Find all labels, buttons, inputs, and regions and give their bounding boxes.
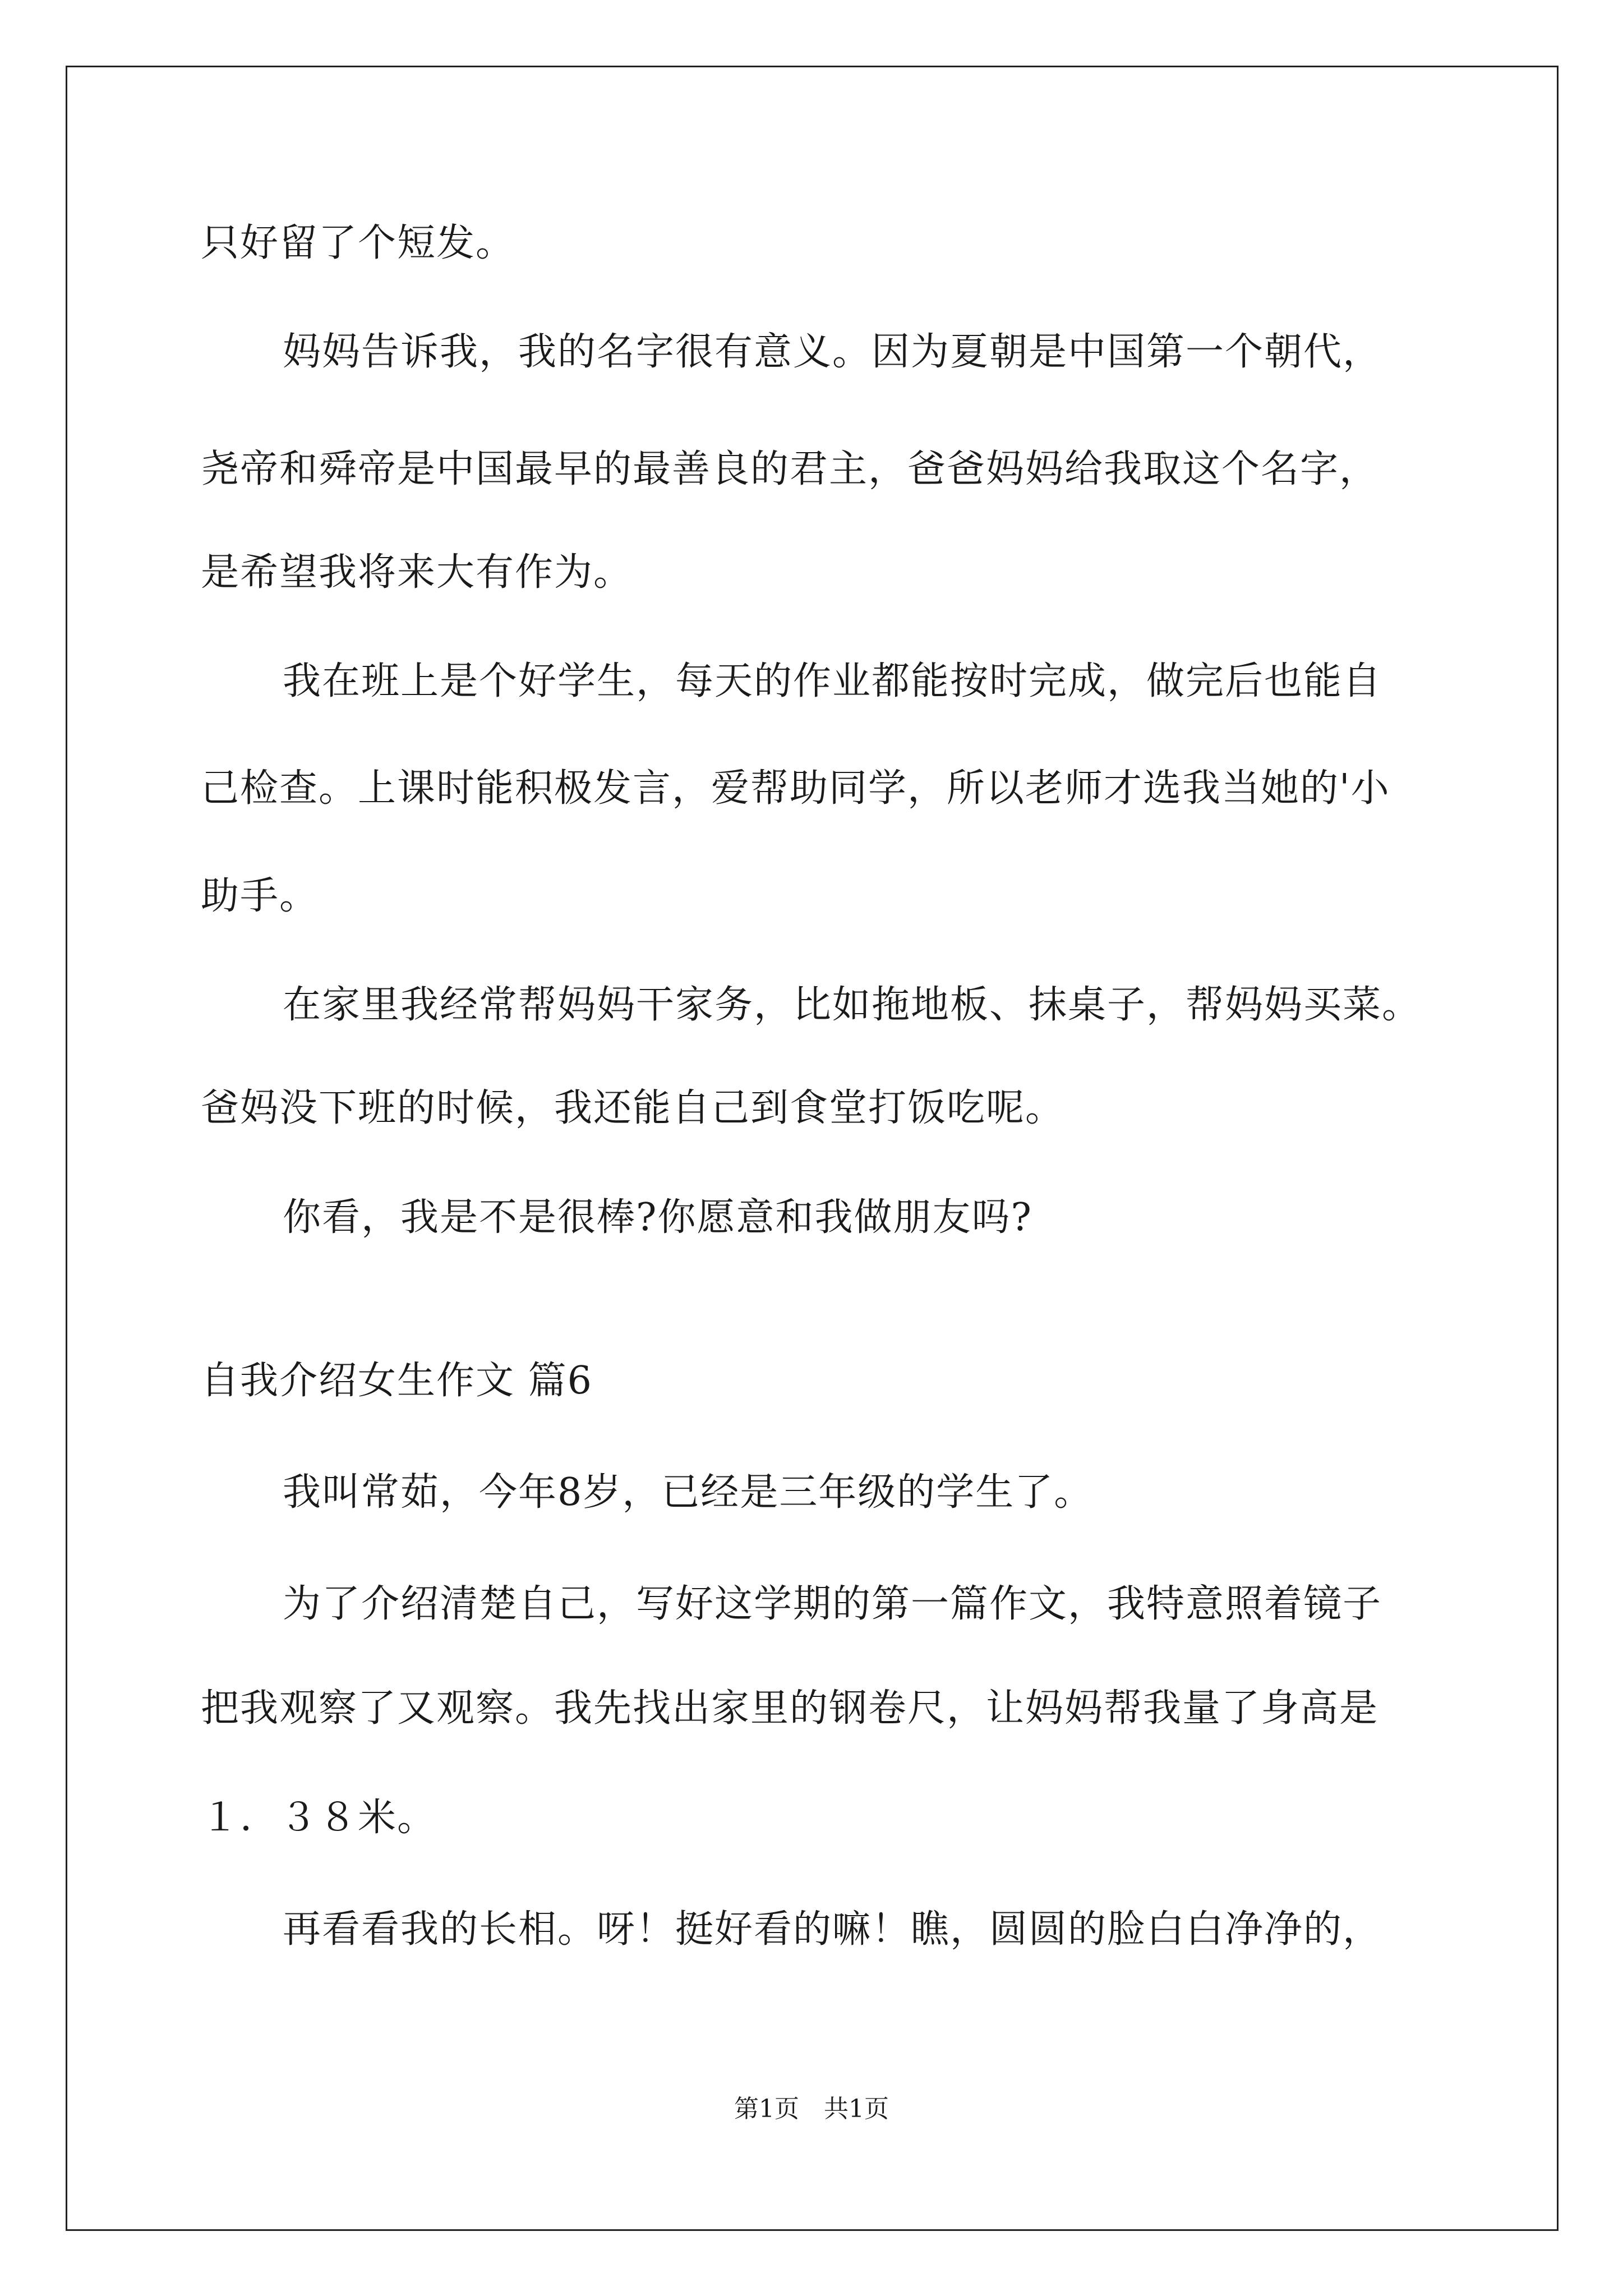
page-border [66, 66, 1559, 2231]
text-line: 再看看我的长相。呀！挺好看的嘛！瞧，圆圆的脸白白净净的， [283, 1907, 1382, 1952]
text-line: 把我观察了又观察。我先找出家里的钢卷尺，让妈妈帮我量了身高是 [201, 1686, 1379, 1731]
text-line: 在家里我经常帮妈妈干家务，比如拖地板、抹桌子，帮妈妈买菜。 [283, 983, 1422, 1027]
text-line: １．３８米。 [201, 1796, 437, 1840]
text-line: 是希望我将来大有作为。 [201, 550, 633, 595]
text-line: 为了介绍清楚自己，写好这学期的第一篇作文，我特意照着镜子 [283, 1582, 1382, 1626]
text-line: 只好留了个短发。 [201, 221, 515, 265]
page-footer: 第1页 共1页 [734, 2095, 889, 2123]
section-heading: 自我介绍女生作文 篇6 [201, 1359, 593, 1403]
text-line: 尧帝和舜帝是中国最早的最善良的君主，爸爸妈妈给我取这个名字， [201, 447, 1379, 491]
text-line: 己检查。上课时能积极发言，爱帮助同学，所以老师才选我当她的'小 [201, 766, 1390, 811]
text-line: 爸妈没下班的时候，我还能自己到食堂打饭吃呢。 [201, 1086, 1065, 1130]
text-line: 妈妈告诉我，我的名字很有意义。因为夏朝是中国第一个朝代， [283, 330, 1382, 374]
text-line: 助手。 [201, 874, 319, 918]
text-line: 我叫常茹，今年8岁，已经是三年级的学生了。 [283, 1470, 1094, 1515]
text-line: 我在班上是个好学生，每天的作业都能按时完成，做完后也能自 [283, 659, 1382, 703]
text-line: 你看，我是不是很棒?你愿意和我做朋友吗? [283, 1195, 1032, 1240]
